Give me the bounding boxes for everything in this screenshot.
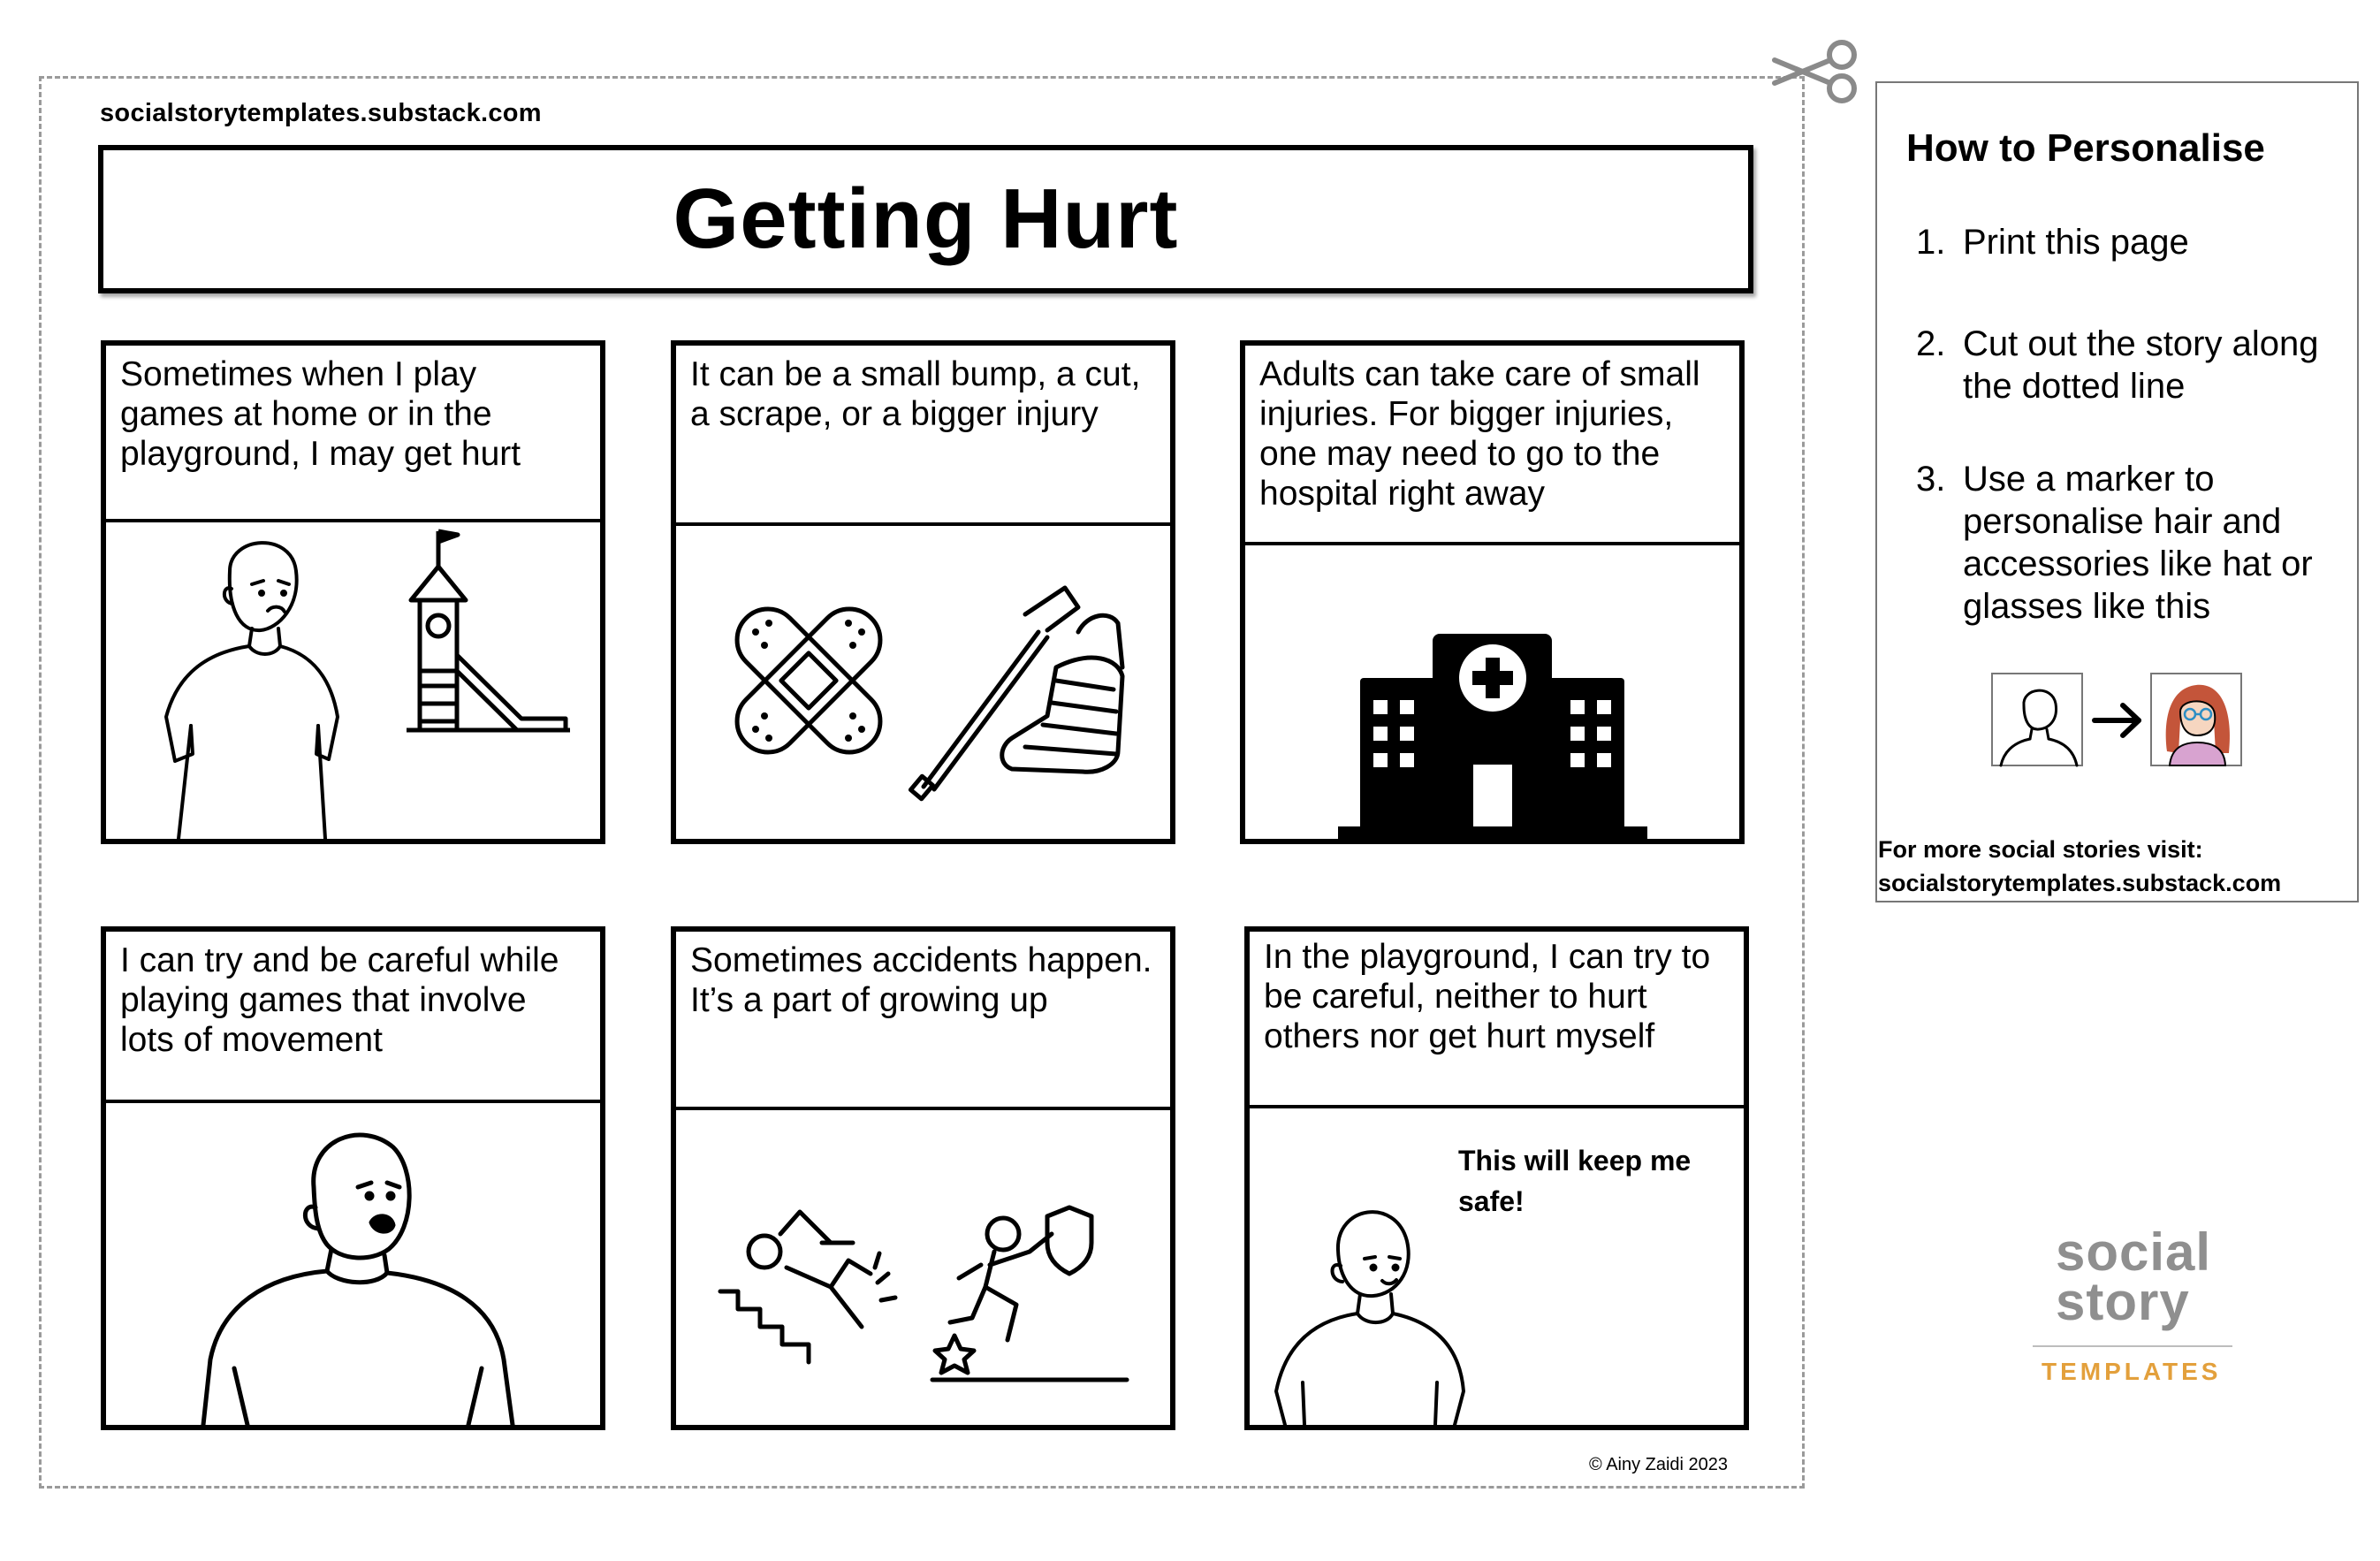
personalise-example bbox=[1990, 672, 2243, 769]
step-item-3 bbox=[1916, 458, 2331, 628]
panel-4-text: I can try and be careful while playing games that involve lots of movement bbox=[106, 932, 600, 1103]
more-stories-label: For more social stories visit: bbox=[1878, 836, 2203, 863]
story-panel-5 bbox=[671, 926, 1175, 1430]
more-stories bbox=[1878, 833, 2281, 900]
social-story-logo bbox=[2033, 1222, 2245, 1393]
scissors-icon bbox=[1766, 35, 1863, 106]
logo-word-templates: TEMPLATES bbox=[2042, 1358, 2222, 1385]
page-title: Getting Hurt bbox=[673, 171, 1179, 266]
hospital-icon bbox=[1245, 545, 1739, 839]
step-item-2 bbox=[1916, 323, 2331, 407]
step-number: 3. bbox=[1916, 460, 1946, 499]
slip-shield-icon bbox=[932, 1207, 1127, 1380]
more-stories-url[interactable]: socialstorytemplates.substack.com bbox=[1878, 870, 2282, 896]
calm-boy-icon bbox=[1250, 1108, 1744, 1425]
step-number: 1. bbox=[1916, 223, 1946, 262]
panel-6-text: In the playground, I can try to be careful, neither to hurt others nor get hurt myself bbox=[1250, 932, 1744, 1108]
crossed-bandage-icon bbox=[725, 597, 893, 765]
story-panel-6 bbox=[1244, 926, 1749, 1430]
copyright-text: © Ainy Zaidi 2023 bbox=[1589, 1455, 1729, 1474]
logo-divider bbox=[2033, 1345, 2232, 1347]
plain-avatar-icon bbox=[1992, 674, 2082, 765]
crutch-cast-icon bbox=[910, 588, 1122, 799]
sidebar-title: How to Personalise bbox=[1906, 126, 2265, 170]
step-text: Use a marker to personalise hair and accessories like hat or glasses like this bbox=[1963, 460, 2313, 626]
step-item-1 bbox=[1916, 221, 2331, 263]
panel-2-text: It can be a small bump, a cut, a scrape, or a bigger injury bbox=[676, 346, 1170, 526]
title-banner bbox=[98, 145, 1753, 293]
worried-boy-icon bbox=[106, 1103, 600, 1425]
playground-slide-icon bbox=[407, 531, 570, 730]
falling-stairs-icon bbox=[720, 1212, 895, 1362]
site-url-header: socialstorytemplates.substack.com bbox=[100, 99, 542, 127]
logo-word-story: story bbox=[2056, 1272, 2190, 1331]
panel-3-text: Adults can take care of small injuries. For bigger injuries, one may need to go to the hospital right away bbox=[1245, 346, 1739, 545]
step-text: Print this page bbox=[1963, 223, 2189, 262]
sad-boy-icon bbox=[166, 543, 338, 839]
story-panel-3 bbox=[1240, 340, 1745, 844]
panel-1-text: Sometimes when I play games at home or in the playground, I may get hurt bbox=[106, 346, 600, 522]
step-text: Cut out the story along the dotted line bbox=[1963, 324, 2319, 406]
story-panel-2 bbox=[671, 340, 1175, 844]
personalised-avatar-icon bbox=[2151, 674, 2241, 765]
arrow-right-icon bbox=[2095, 705, 2139, 735]
step-number: 2. bbox=[1916, 324, 1946, 363]
logo-word-social: social bbox=[2056, 1222, 2212, 1282]
speech-text: This will keep me safe! bbox=[1458, 1145, 1692, 1217]
panel-5-text: Sometimes accidents happen. It’s a part of growing up bbox=[676, 932, 1170, 1110]
story-panel-4 bbox=[101, 926, 605, 1430]
story-panel-1 bbox=[101, 340, 605, 844]
